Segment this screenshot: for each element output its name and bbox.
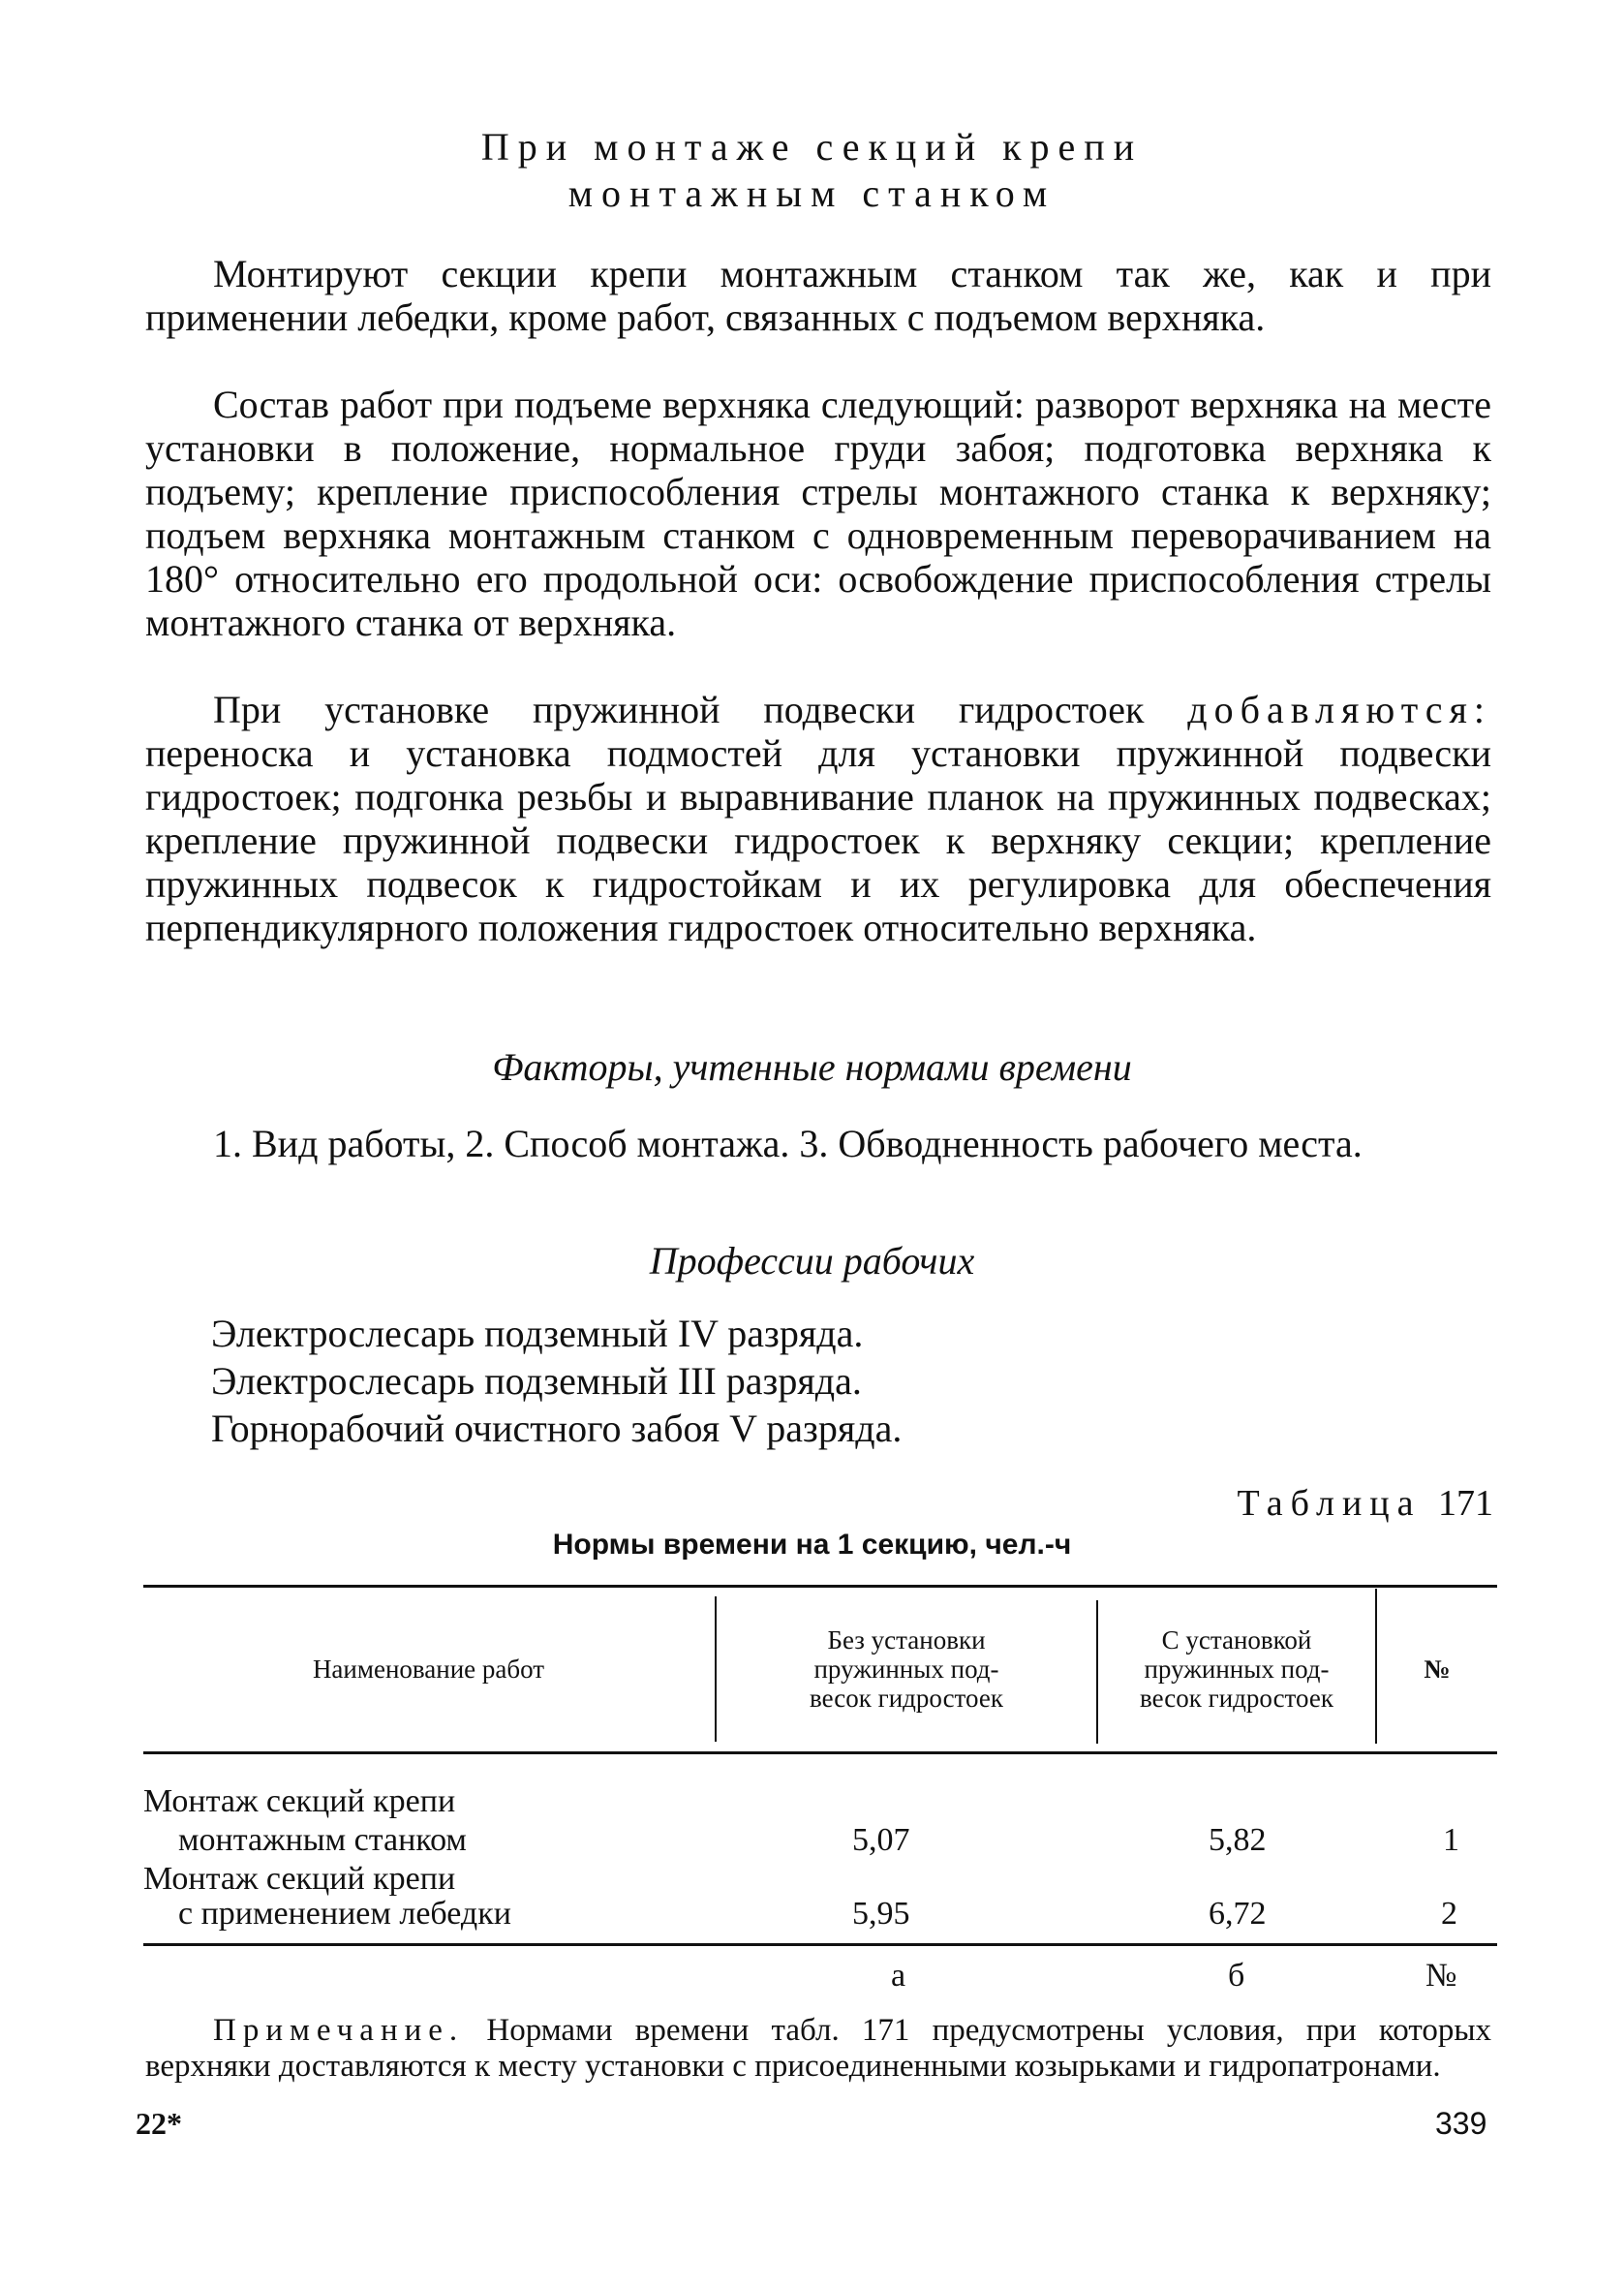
table-column-divider	[715, 1596, 717, 1742]
table-row-1-name-line2: монтажным станком	[178, 1822, 467, 1858]
paragraph-3	[145, 688, 1491, 949]
factors-text: 1. Вид работы, 2. Способ монтажа. 3. Обводненность рабочего места.	[213, 1122, 1363, 1165]
paragraph-2: Состав работ при подъеме верхняка следующий: разворот верхняка на месте установки в положение, нормальное груди забоя; подготовка верхняка к подъему; крепление приспособления стрелы монтажного станка к верхняку; подъем верхняка монтажным станком с одновременным переворачиванием на 180° относительно его продольной оси: освобождение приспособления стрелы монтажного станка от верхняка.	[145, 383, 1491, 644]
table-header-col-b: С установкой пружинных под- весок гидростоек	[1140, 1625, 1333, 1713]
note-text: Нормами времени табл. 171 предусмотрены условия, при которых верхняки доставляются к месту установки с присоединенными козырьками и гидропатронами.	[145, 2013, 1491, 2084]
paragraph-3-rest: переноска и установка подмостей для установки пружинной подвески гидростоек; подгонка резьбы и выравнивание планок на пружинных подвесках; крепление пружинной подвески гидростоек к верхняку секции; крепление пружинных подвесок к гидростойкам и их регулировка для обеспечения перпендикулярного положения гидростоек относительно верхняка.	[145, 731, 1491, 949]
table-note	[145, 2013, 1491, 2085]
paragraph-3-emphasis: добавляются:	[1187, 688, 1491, 731]
table-footer-num: №	[1425, 1958, 1457, 1994]
table-row-1-name-line1: Монтаж секций крепи	[143, 1783, 456, 1819]
table-footer-col-b: б	[1228, 1958, 1245, 1994]
table-column-divider	[1096, 1600, 1098, 1744]
table-row-2-num: 2	[1441, 1896, 1457, 1932]
professions-list	[211, 1310, 902, 1452]
section-title-line2: монтажным станком	[567, 171, 1057, 215]
factors-heading: Факторы, учтенные нормами времени	[492, 1045, 1132, 1089]
profession-item: Электрослесарь подземный IV разряда.	[211, 1312, 864, 1355]
table-footer-col-a: а	[891, 1958, 906, 1994]
table-label	[1237, 1482, 1493, 1525]
page-number: 339	[1435, 2106, 1487, 2141]
table-row-2-col-b: 6,72	[1209, 1896, 1267, 1932]
table-label-number: 171	[1438, 1483, 1493, 1524]
paragraph-3-start: При установке пружинной подвески гидростоек	[213, 688, 1188, 731]
profession-item: Электрослесарь подземный III разряда.	[211, 1359, 862, 1403]
printer-signature: 22*	[136, 2106, 182, 2141]
table-row-1-col-a: 5,07	[852, 1822, 910, 1858]
table-row-2-name-line2: с применением лебедки	[178, 1896, 511, 1932]
table-row-2-col-a: 5,95	[852, 1896, 910, 1932]
table-top-rule	[143, 1585, 1497, 1588]
table-header-num: №	[1424, 1655, 1451, 1684]
note-label: Примечание.	[213, 2013, 465, 2048]
profession-item: Горнорабочий очистного забоя V разряда.	[211, 1407, 903, 1450]
paragraph-1: Монтируют секции крепи монтажным станком так же, как и при применении лебедки, кроме работ, связанных с подъемом верхняка.	[145, 252, 1491, 339]
table-caption: Нормы времени на 1 секцию, чел.-ч	[552, 1529, 1072, 1561]
section-title-line1: При монтаже секций крепи	[480, 125, 1144, 169]
table-bottom-rule	[143, 1943, 1497, 1946]
table-header-name: Наименование работ	[312, 1655, 545, 1684]
table-label-word: Таблица	[1237, 1483, 1422, 1524]
table-row-1-num: 1	[1443, 1822, 1459, 1858]
table-column-divider	[1375, 1589, 1377, 1744]
table-row-1-col-b: 5,82	[1209, 1822, 1267, 1858]
table-row-2-name-line1: Монтаж секций крепи	[143, 1861, 456, 1897]
table-header-rule	[143, 1751, 1497, 1754]
table-header-col-a: Без установки пружинных под- весок гидростоек	[810, 1625, 1003, 1713]
professions-heading: Профессии рабочих	[649, 1239, 975, 1283]
